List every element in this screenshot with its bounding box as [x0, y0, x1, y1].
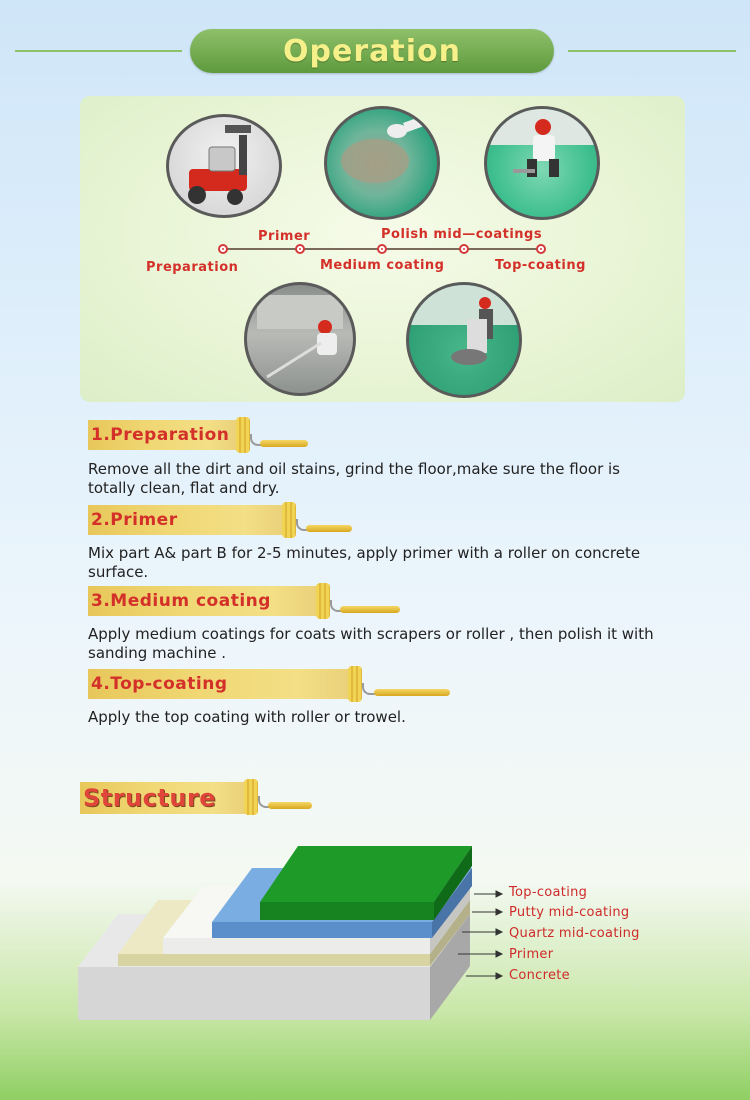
photo-worker-rolling: [244, 282, 356, 396]
process-photo-panel: [80, 96, 685, 402]
timeline-dot-primer: [295, 244, 305, 254]
layer-label-putty-mid-coating: Putty mid-coating: [509, 905, 630, 920]
photo-grinding-machine: [166, 114, 282, 218]
layer-concrete-front: [78, 967, 430, 1020]
section-banner-top-coating: [88, 669, 350, 699]
structure-title: Structure: [83, 784, 217, 812]
layer-primer-front: [118, 954, 430, 966]
paint-roller-icon: [236, 417, 250, 453]
timeline-label-preparation: Preparation: [146, 260, 239, 275]
paint-roller-icon: [316, 583, 330, 619]
layer-quartz-front: [163, 938, 430, 954]
section-banner-medium-coating: [88, 586, 318, 616]
section-banner-preparation: [88, 420, 238, 450]
section-text-medium-coating: Apply medium coatings for coats with scrapers or roller , then polish it with sanding machine .: [88, 625, 654, 662]
structure-banner: [80, 782, 246, 814]
section-text-preparation: Remove all the dirt and oil stains, grind the floor,make sure the floor is totally clean, flat and dry.: [88, 460, 620, 497]
timeline-dot-polish: [459, 244, 469, 254]
layer-label-top-coating: Top-coating: [509, 885, 588, 900]
paint-roller-icon: [282, 502, 296, 538]
layer-label-quartz-mid-coating: Quartz mid-coating: [509, 926, 640, 941]
layer-label-primer: Primer: [509, 947, 554, 962]
section-title-preparation: 1.Preparation: [91, 425, 230, 445]
paint-roller-icon: [348, 666, 362, 702]
layer-label-concrete: Concrete: [509, 968, 570, 983]
layer-putty-front: [212, 922, 432, 938]
page-title-pill: [190, 29, 554, 73]
timeline-label-medium-coating: Medium coating: [320, 258, 445, 273]
paint-roller-icon: [244, 779, 258, 815]
page-title: Operation: [283, 33, 461, 69]
section-title-medium-coating: 3.Medium coating: [91, 591, 271, 611]
timeline-dot-preparation: [218, 244, 228, 254]
photo-polishing-machine: [406, 282, 522, 398]
section-text-primer: Mix part A& part B for 2-5 minutes, apply primer with a roller on concrete surface.: [88, 544, 641, 581]
section-title-top-coating: 4.Top-coating: [91, 674, 228, 694]
timeline-label-primer: Primer: [258, 229, 311, 244]
section-banner-primer: [88, 505, 284, 535]
timeline-label-polish: Polish mid—coatings: [381, 227, 543, 242]
photo-worker-coating: [484, 106, 600, 220]
header-rule-right: [568, 50, 736, 52]
timeline-label-top-coating: Top-coating: [495, 258, 586, 273]
section-text-top-coating: Apply the top coating with roller or trowel.: [88, 708, 406, 726]
timeline-dot-medium-coating: [377, 244, 387, 254]
header-rule-left: [15, 50, 182, 52]
layer-top-coating-front: [260, 902, 434, 920]
photo-primer-application: [324, 106, 440, 220]
section-title-primer: 2.Primer: [91, 510, 178, 530]
timeline-dot-top-coating: [536, 244, 546, 254]
